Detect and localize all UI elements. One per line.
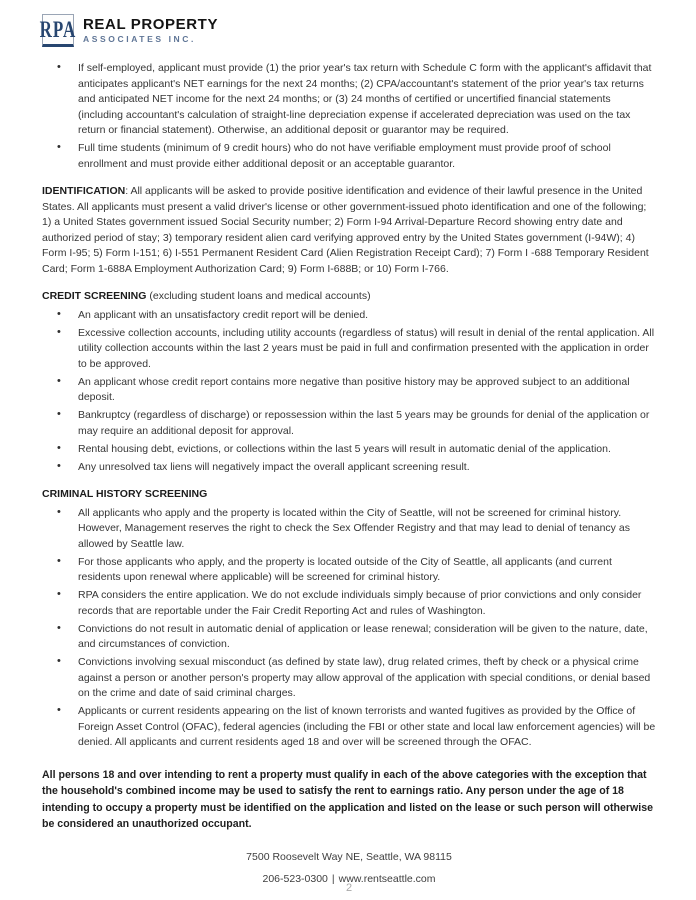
- bullet-text: An applicant whose credit report contains more negative than positive history may be approved subject to an additional deposit.: [78, 375, 630, 403]
- list-item: [42, 61, 656, 139]
- credit-screening-qualifier: (excluding student loans and medical accounts): [146, 290, 371, 302]
- company-name: REAL PROPERTY: [83, 16, 219, 33]
- bullet-marker: [57, 703, 61, 719]
- bullet-marker: [57, 621, 61, 637]
- list-item: [42, 326, 656, 373]
- bullet-text: Full time students (minimum of 9 credit hours) who do not have verifiable employment must provide proof of school enrollment and must provide either additional deposit or an acceptable guarantor.: [78, 142, 611, 170]
- bullet-text: Rental housing debt, evictions, or collections within the last 5 years will result in automatic denial of the application.: [78, 442, 611, 455]
- company-logo: [39, 13, 656, 55]
- bullet-text: An applicant with an unsatisfactory credit report will be denied.: [78, 308, 369, 321]
- footer-phone: 206-523-0300: [262, 873, 328, 885]
- criminal-history-section: [42, 487, 656, 751]
- list-item: [42, 408, 656, 439]
- list-item: [42, 308, 656, 324]
- rpa-logo-letters: RPA: [39, 16, 77, 42]
- list-item: [42, 555, 656, 586]
- bullet-text: Applicants or current residents appearing on the list of known terrorists and wanted fugitives as provided by the Office of Foreign Asset Control (OFAC), federal agencies (including the FBI or other state and local law enforcement agencies) will be denied. All applicants and current residents aged 18 and over will be screened through the OFAC.: [78, 705, 656, 748]
- bullet-text: For those applicants who apply, and the property is located outside of the City of Seattle, all applicants (and current residents upon renewal where applicable) will be screened for criminal history.: [78, 555, 612, 583]
- credit-screening-heading-line: [42, 289, 656, 305]
- page-footer: [42, 850, 656, 900]
- identification-heading: IDENTIFICATION: [42, 185, 126, 197]
- bullet-marker: [57, 374, 61, 390]
- bullet-marker: [57, 407, 61, 423]
- bullet-marker: [57, 654, 61, 670]
- bullet-text: Convictions involving sexual misconduct (as defined by state law), drug related crimes, theft by check or a physical crime against a person or another person's property may allow approval of the application with special conditions, or denial based on the crime and date of said criminal charges.: [78, 656, 651, 699]
- bullet-marker: [57, 441, 61, 457]
- rpa-logo-icon: [39, 14, 77, 47]
- bullet-marker: [57, 140, 61, 156]
- list-item: [42, 442, 656, 458]
- bullet-marker: [57, 60, 61, 76]
- bullet-marker: [57, 307, 61, 323]
- bullet-text: Excessive collection accounts, including utility accounts (regardless of status) will result in denial of the rental application. All utility collection accounts within the last 2 years must be paid in full and confirmation presented with the application in order to be approved.: [78, 326, 655, 370]
- list-item: [42, 588, 656, 619]
- list-item: [42, 141, 656, 172]
- credit-screening-section: [42, 289, 656, 475]
- footer-separator: |: [331, 873, 335, 885]
- list-item: [42, 622, 656, 653]
- identification-body: : All applicants will be asked to provide positive identification and evidence of their lawful presence in the United States. All applicants must present a valid driver's license or other government-issued photo identification and one of the following; 1) a United States government issued Social Security number; 2) Form I-94 Arrival-Departure Record showing entry date and authorized period of stay; 3) temporary resident alien card verifying approved entry by the United States government (I-94W); 4) Form I-95; 5) Form I-151; 6) I-551 Permanent Resident Card (Alien Registration Receipt Card); 7) Form I -688 Temporary Resident Card; Form 1-688A Employment Authorization Card; 9) Form I-688B; or 10) Form I-766.: [42, 185, 649, 275]
- employment-bullet-section: [42, 61, 656, 172]
- bullet-text: Convictions do not result in automatic denial of application or lease renewal; consideration will be given to the nature, date, and circumstances of conviction.: [78, 622, 648, 650]
- bullet-text: If self-employed, applicant must provide (1) the prior year's tax return with Schedule C form with the applicant's affidavit that anticipates applicant's NET earnings for the next 24 months; (2) CPA/accountant's statement of the prior year's tax returns and anticipated NET income for the next 24 months; or (3) 24 months of certified or uncertified financial statements (including accountant's calculation of straight-line depreciation expense if accelerated depreciation was used on the tax return or financial statement). Otherwise, an additional deposit or guarantor may be required.: [78, 62, 652, 136]
- bullet-text: Bankruptcy (regardless of discharge) or repossession within the last 5 years may be grounds for denial of the application or may require an additional deposit for approval.: [78, 409, 650, 437]
- identification-paragraph: [42, 184, 656, 277]
- bullet-marker: [57, 505, 61, 521]
- list-item: [42, 506, 656, 553]
- criminal-history-heading: CRIMINAL HISTORY SCREENING: [42, 488, 208, 500]
- bullet-marker: [57, 459, 61, 475]
- bullet-text: Any unresolved tax liens will negatively impact the overall applicant screening result.: [78, 460, 470, 473]
- page-number: 2: [345, 882, 353, 894]
- footer-address: 7500 Roosevelt Way NE, Seattle, WA 98115: [246, 851, 452, 863]
- identification-section: [42, 184, 656, 277]
- list-item: [42, 655, 656, 702]
- bullet-text: All applicants who apply and the property is located within the City of Seattle, will not be screened for criminal history. However, Management reserves the right to check the Sex Offender Registry and that may lead to denial of tenancy as allowed by Seattle law.: [78, 506, 630, 550]
- company-name-block: [83, 13, 218, 45]
- bullet-marker: [57, 325, 61, 341]
- credit-screening-heading: CREDIT SCREENING: [42, 290, 147, 302]
- document-body: [42, 55, 656, 833]
- closing-notice: All persons 18 and over intending to rent a property must qualify in each of the above categories with the exception that the household's combined income may be used to satisfy the rent to earnings ratio. Any person under the age of 18 intending to occupy a property must be identified on the application and listed on the lease or such person will otherwise be considered an unauthorized occupant.: [42, 768, 653, 830]
- list-item: [42, 460, 656, 476]
- list-item: [42, 375, 656, 406]
- bullet-text: RPA considers the entire application. We do not exclude individuals simply because of prior convictions and only consider records that are reportable under the Fair Credit Reporting Act and rules of Washington.: [78, 589, 642, 617]
- bullet-marker: [57, 554, 61, 570]
- footer-website: www.rentseattle.com: [338, 873, 436, 885]
- list-item: [42, 704, 656, 751]
- bullet-marker: [57, 587, 61, 603]
- criminal-history-heading-line: [42, 487, 656, 503]
- company-subtitle: ASSOCIATES INC.: [83, 34, 196, 44]
